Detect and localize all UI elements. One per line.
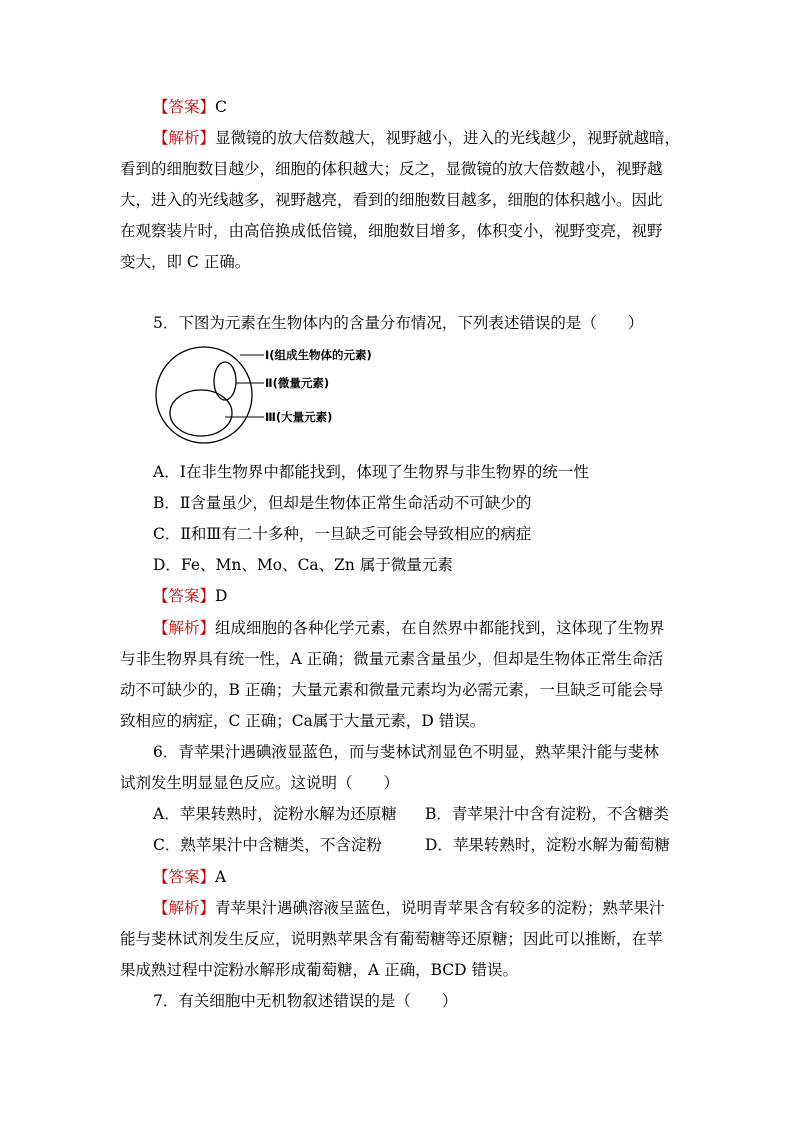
q6-answer: A <box>215 868 227 886</box>
ellipse-II <box>214 362 236 400</box>
circle-I <box>156 347 252 443</box>
q6-option-d: D．苹果转熟时，淀粉水解为葡萄糖 <box>425 836 670 854</box>
label-I: Ⅰ(组成生物体的元素) <box>265 348 372 362</box>
q5-answer-line <box>153 585 227 607</box>
q5-analysis-line-4: 致相应的病症，C 正确；Ca属于大量元素，D 错误。 <box>120 712 486 730</box>
answer-tag: 【答案】 <box>153 98 216 116</box>
q4-analysis-line-2: 看到的细胞数目越少，细胞的体积越大；反之，显微镜的放大倍数越小，视野越 <box>120 160 663 178</box>
q5-analysis-line-3: 动不可缺少的，B 正确；大量元素和微量元素均为必需元素，一旦缺乏可能会导 <box>120 681 664 699</box>
ellipse-III <box>170 390 232 436</box>
q4-answer-line <box>153 96 227 118</box>
q5-analysis-line-1: 【解析】组成细胞的各种化学元素，在自然界中都能找到，这体现了生物界 <box>153 619 665 637</box>
q6-analysis-line-2: 能与斐林试剂发生反应，说明熟苹果含有葡萄糖等还原糖；因此可以推断，在苹 <box>120 930 663 948</box>
answer-tag: 【答案】 <box>153 868 216 886</box>
q4-analysis-line-4: 在观察装片时，由高倍换成低倍镜，细胞数目增多，体积变小，视野变亮，视野 <box>120 222 663 240</box>
label-III: Ⅲ(大量元素) <box>265 410 333 424</box>
q5-analysis-line-2: 与非生物界具有统一性，A 正确；微量元素含量虽少，但却是生物体正常生命活 <box>120 650 664 668</box>
q5-option-a: A．Ⅰ在非生物界中都能找到，体现了生物界与非生物界的统一性 <box>153 463 589 481</box>
q6-option-c: C．熟苹果汁中含糖类，不含淀粉 <box>153 836 382 854</box>
q4-answer: C <box>215 98 227 116</box>
q6-stem-line-2: 试剂发生明显显色反应。这说明（ ） <box>120 774 400 792</box>
q5-option-d: D．Fe、Mn、Mo、Ca、Zn 属于微量元素 <box>153 556 453 574</box>
q5-stem: 5．下图为元素在生物体内的含量分布情况，下列表述错误的是（ ） <box>153 314 644 332</box>
analysis-tag: 【解析】 <box>153 899 216 917</box>
q6-analysis-line-3: 果成熟过程中淀粉水解形成葡萄糖，A 正确，BCD 错误。 <box>120 961 519 979</box>
element-venn-diagram <box>152 343 392 449</box>
q6-option-a: A．苹果转熟时，淀粉水解为还原糖 <box>153 805 397 823</box>
q7-stem: 7．有关细胞中无机物叙述错误的是（ ） <box>153 992 458 1010</box>
analysis-tag: 【解析】 <box>153 619 216 637</box>
q5-option-c: C．Ⅱ和Ⅲ有二十多种，一旦缺乏可能会导致相应的病症 <box>153 525 532 543</box>
q4-analysis-line-3: 大，进入的光线越多，视野越亮，看到的细胞数目越多，细胞的体积越小。因此 <box>120 191 663 209</box>
q6-answer-line <box>153 866 226 888</box>
q6-analysis-line-1: 【解析】青苹果汁遇碘溶液呈蓝色，说明青苹果含有较多的淀粉；熟苹果汁 <box>153 899 665 917</box>
q5-answer: D <box>215 587 228 605</box>
analysis-tag: 【解析】 <box>153 129 216 147</box>
q5-option-b: B．Ⅱ含量虽少，但却是生物体正常生命活动不可缺少的 <box>153 494 532 512</box>
q4-analysis-line-1: 【解析】显微镜的放大倍数越大，视野越小，进入的光线越少，视野就越暗， <box>153 129 681 147</box>
label-II: Ⅱ(微量元素) <box>265 376 330 390</box>
q6-stem-line-1: 6．青苹果汁遇碘液显蓝色，而与斐林试剂显色不明显，熟苹果汁能与斐林 <box>153 743 659 761</box>
q4-analysis-line-5: 变大，即 C 正确。 <box>120 253 251 271</box>
q6-option-b: B．青苹果汁中含有淀粉，不含糖类 <box>425 805 669 823</box>
answer-tag: 【答案】 <box>153 587 216 605</box>
